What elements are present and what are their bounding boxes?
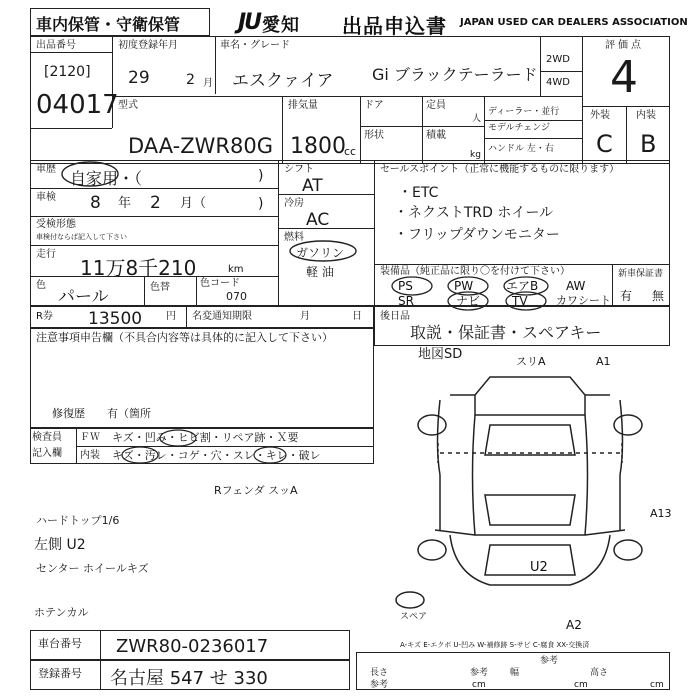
ref-2: 参考 — [470, 668, 489, 678]
shift-label: シフト — [284, 164, 314, 175]
association-name: JAPAN USED CAR DEALERS ASSOCIATION — [460, 17, 688, 28]
reg-year: 29 — [128, 68, 150, 88]
eq-ps: PS — [398, 279, 413, 293]
grid-line — [360, 96, 361, 164]
shaken-month: 2 — [150, 193, 161, 213]
color-value: パール — [58, 287, 109, 307]
grid-line — [215, 36, 216, 94]
note-wheel: センター ホイールキズ — [36, 562, 149, 575]
grid-line — [30, 188, 278, 189]
shaken-label: 車検 — [36, 192, 56, 203]
nin-unit: 人 — [472, 114, 482, 124]
capacity-label: 積載 — [426, 130, 446, 141]
score-value: 4 — [610, 52, 638, 103]
notes-title: 注意事項申告欄（不具合内容等は具体的に記入して下さい） — [36, 331, 333, 344]
map-u2: U2 — [530, 560, 548, 575]
first-reg-label: 初度登録年月 — [118, 40, 178, 51]
grid-line — [278, 160, 279, 306]
r-ticket-value: 13500 — [88, 309, 143, 329]
eq-tv: TV — [512, 294, 528, 308]
eq-sr: SR — [398, 294, 414, 308]
note-left-side: 左側 U2 — [34, 537, 86, 553]
sales-point-2: ・ネクストTRD ホイール — [394, 205, 554, 221]
grid-line — [30, 52, 112, 53]
transfer-day: 日 — [352, 311, 362, 322]
storage-title: 車内保管・守衛保管 — [36, 15, 181, 34]
handle-label: ハンドル 左・右 — [488, 144, 554, 154]
rear-seat-label: 後日品 — [380, 311, 410, 322]
color-code-label: 色コード — [200, 278, 240, 289]
height-unit: cm — [650, 680, 664, 690]
model-code: DAA-ZWR80G — [128, 134, 273, 158]
sales-point-1: ・ETC — [398, 185, 439, 201]
fuel-diesel-label: 軽 油 — [306, 265, 334, 279]
recycle-no: 無 — [652, 289, 665, 303]
km-unit: km — [228, 264, 244, 275]
seats-label: 定員 — [426, 100, 446, 111]
fuel-value: ガソリン — [296, 246, 345, 260]
shaken-close: ) — [258, 196, 264, 212]
grid-line — [278, 194, 374, 195]
color-code-value: 070 — [226, 290, 247, 303]
height-label: 高さ — [590, 668, 609, 678]
history-close: ) — [258, 168, 264, 184]
dealer-label: ディーラー・並行 — [488, 107, 560, 117]
lot-prefix: [2120] — [44, 64, 91, 80]
mileage-value: 11万8千210 — [80, 256, 197, 280]
yen-unit: 円 — [166, 311, 176, 322]
displacement-label: 排気量 — [288, 100, 318, 111]
color-label: 色 — [36, 280, 46, 291]
ref-1: 参考 — [370, 680, 389, 690]
length-unit: cm — [472, 680, 486, 690]
inspector-circles — [110, 428, 310, 468]
shift-value: AT — [302, 176, 323, 196]
exterior-grade: C — [596, 130, 613, 158]
equipment-label: 装備品（純正品に限り〇を付けて下さい） — [380, 266, 570, 277]
grid-line — [540, 71, 582, 72]
history-value: 自家用・（ — [70, 169, 143, 188]
grid-line — [186, 306, 187, 328]
org-name: 愛知 — [262, 15, 300, 36]
width-label: 幅 — [510, 668, 520, 678]
shaken-month-suffix: 月（ — [180, 196, 207, 211]
eq-pw: PW — [454, 279, 474, 293]
form-title: 出品申込書 — [342, 14, 447, 38]
plate-value: 名古屋 547 せ 330 — [110, 668, 268, 689]
grid-line — [626, 106, 627, 164]
note-hotenkal: ホテンカル — [34, 606, 89, 619]
grid-line — [540, 36, 541, 96]
transfer-month: 月 — [300, 311, 310, 322]
plate-label: 登録番号 — [38, 667, 82, 680]
recycle-yes: 有 — [620, 289, 633, 303]
transfer-label: 名変通知期限 — [192, 311, 252, 322]
map-a13: A13 — [650, 507, 672, 520]
eq-ab: エアB — [506, 279, 539, 293]
inspector-label: 検査員 — [32, 432, 62, 443]
reg-month: 2 — [186, 72, 195, 88]
aircon-value: AC — [306, 210, 330, 230]
grid-line — [112, 96, 582, 97]
fuel-circle — [288, 240, 358, 262]
entry-label: 記入欄 — [32, 448, 62, 459]
model-grade-label: 車名・グレード — [220, 40, 290, 51]
shaken-year-suffix: 年 — [118, 196, 132, 211]
grid-line — [30, 128, 112, 129]
grid-line — [612, 264, 613, 306]
note-rfender: Rフェンダ スッA — [214, 484, 298, 497]
grade: Gi ブラックテーラード — [372, 65, 538, 84]
kg-unit: kg — [470, 150, 481, 160]
score-label: 評価点 — [605, 40, 644, 51]
displacement: 1800 — [290, 134, 346, 159]
after-items: 取説・保証書・スペアキー — [410, 323, 602, 342]
interior-grade: B — [640, 130, 657, 158]
model-change-label: モデルチェンジ — [488, 123, 551, 133]
shaken-year: 8 — [90, 193, 101, 213]
exterior-label: 外装 — [590, 110, 610, 121]
width-unit: cm — [574, 680, 588, 690]
ref-3: 参考 — [540, 656, 559, 666]
sales-point-label: セールスポイント（正常に機能するものに限ります） — [380, 164, 620, 175]
model-code-label: 型式 — [118, 100, 138, 111]
map-a1: A1 — [596, 355, 611, 368]
history-circle — [60, 160, 120, 188]
map-scratch-top: スリA — [516, 355, 546, 368]
car-damage-diagram — [380, 355, 680, 615]
grid-line — [484, 138, 582, 139]
grid-line — [484, 96, 485, 164]
chassis-value: ZWR80-0236017 — [116, 636, 269, 657]
length-label: 長さ — [370, 668, 389, 678]
repair-history: 修復歴 有（箇所 — [52, 407, 151, 420]
eq-aw: AW — [566, 279, 586, 293]
drive-2wd-label: 2WD — [546, 54, 570, 65]
shaken-type-label: 受検形態 — [36, 219, 76, 230]
fuel-label: 燃料 — [284, 232, 304, 243]
grid-line — [374, 264, 670, 265]
lot-number: 04017 — [36, 90, 119, 120]
history-label: 車歴 — [36, 164, 56, 175]
reg-month-suffix: 月 — [203, 78, 213, 89]
aircon-label: 冷房 — [284, 198, 304, 209]
grid-line — [30, 245, 278, 246]
sales-point-3: ・フリップダウンモニター — [394, 227, 560, 243]
lot-no-label: 出品番号 — [36, 40, 76, 51]
color-swap-label: 色替 — [150, 282, 170, 293]
spare-label: スペア — [400, 612, 428, 622]
grid-line — [484, 120, 582, 121]
note-hardtop: ハードトップ1/6 — [36, 514, 120, 527]
shape-label: 形状 — [364, 130, 384, 141]
ju-logo: JU — [238, 10, 261, 35]
drive-4wd-label: 4WD — [546, 77, 570, 88]
recycle-label: 新車保証書 — [618, 269, 664, 279]
fw-label: ＦＷ — [80, 432, 100, 443]
mileage-label: 走行 — [36, 249, 56, 260]
doors-label: ドア — [364, 100, 384, 111]
car-name: エスクァイア — [232, 71, 334, 91]
grid-line — [360, 126, 484, 127]
map-a2: A2 — [566, 618, 582, 632]
grid-line — [582, 36, 583, 164]
fw-items: キズ・凹み・ヒビ割・リペア跡・Ｘ要 — [112, 431, 299, 444]
r-ticket-label: R券 — [36, 311, 53, 322]
naisou-label: 内装 — [80, 450, 100, 461]
eq-sheet: カワシート — [556, 294, 611, 307]
cc-unit: cc — [344, 145, 357, 158]
naisou-items: キズ・汚レ・コゲ・穴・スレ・キレ・破レ — [112, 449, 321, 462]
damage-legend: A-キズ E-エクボ U-凹み W-補修跡 S-サビ C-腐食 XX-交換済 — [400, 641, 590, 649]
grid-line — [422, 96, 423, 164]
grid-line — [30, 216, 278, 217]
after-items-2: 地図SD — [418, 347, 463, 362]
eq-navi: ナビ — [456, 294, 481, 308]
interior-label: 内装 — [636, 110, 656, 121]
shaken-note: 車検付ならば記入して下さい — [36, 233, 127, 241]
chassis-label: 車台番号 — [38, 637, 82, 650]
grid-line — [374, 160, 375, 306]
grid-line — [282, 96, 283, 164]
